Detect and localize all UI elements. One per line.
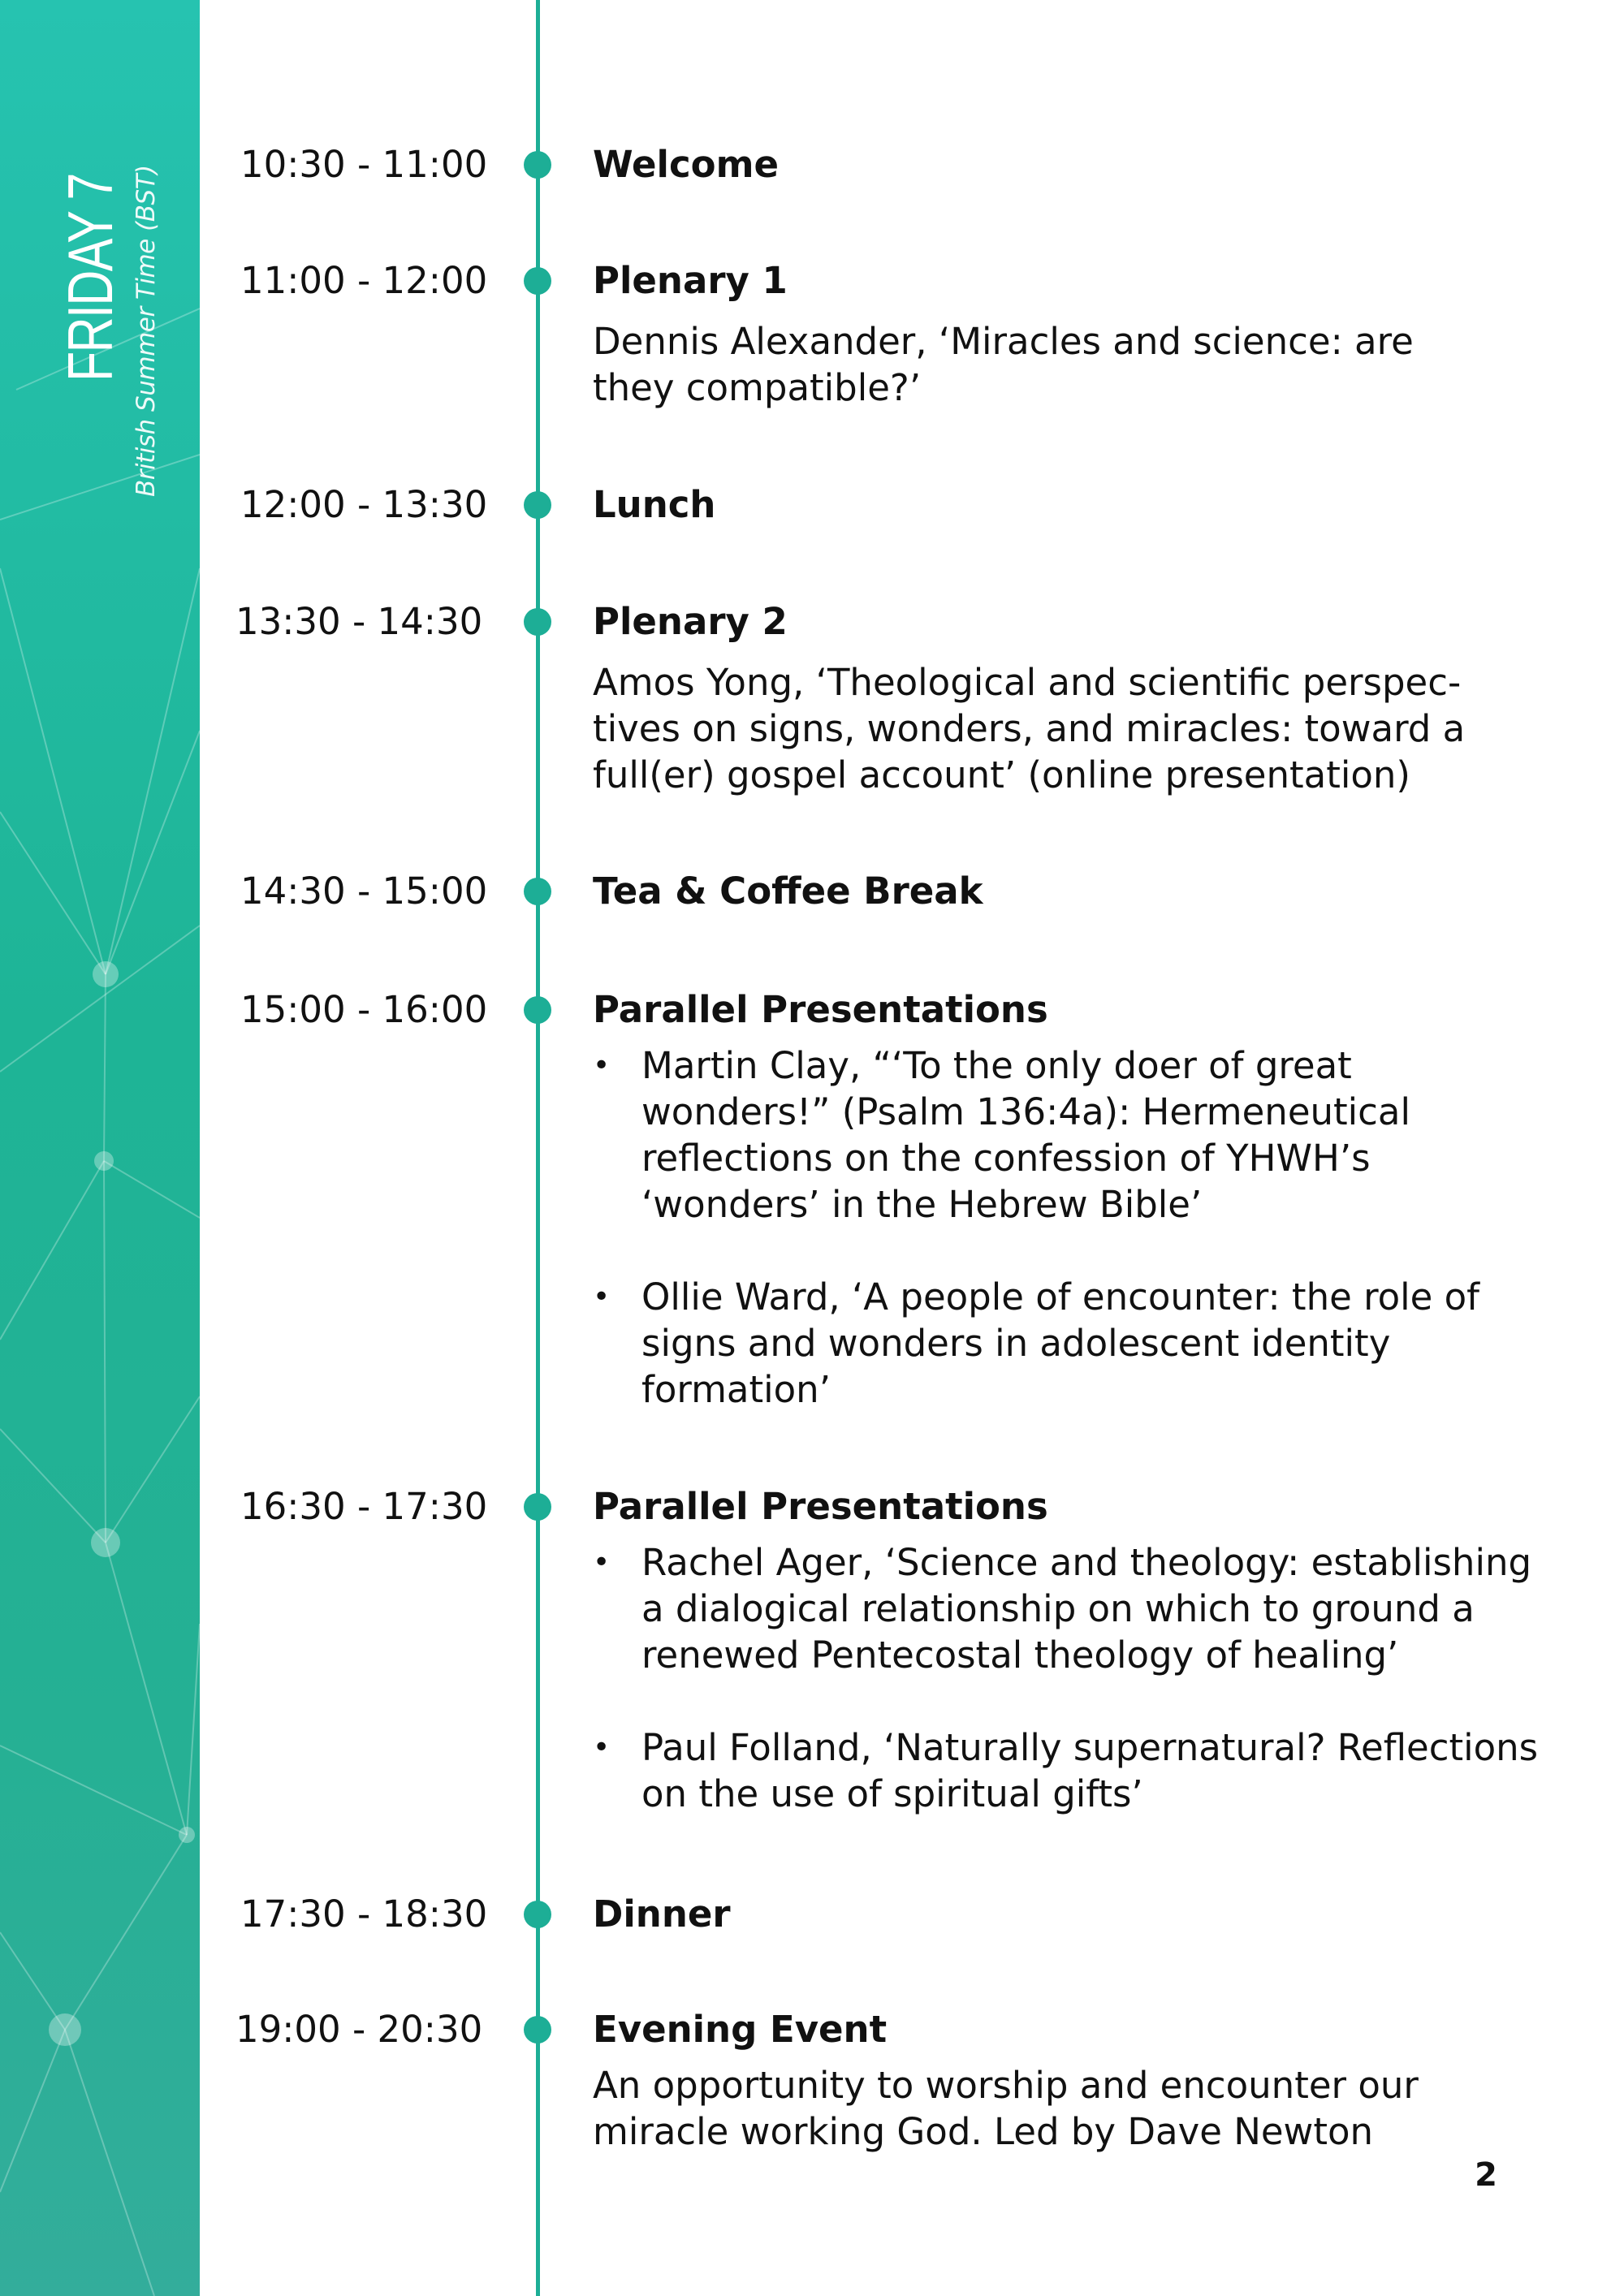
session-content (593, 869, 1543, 914)
timeline-dot (524, 878, 551, 905)
session-time: 10:30 - 11:00 (240, 143, 488, 186)
session-time: 11:00 - 12:00 (240, 259, 488, 302)
session-title: Dinner (593, 1892, 731, 1936)
talk-item (593, 1042, 1535, 1228)
talk-list (593, 1539, 1543, 1817)
talk-item (593, 1274, 1486, 1413)
timeline-line (536, 0, 540, 2296)
session-description: An opportunity to worship and encounter our miracle working God. Led by Dave Newton (593, 2064, 1419, 2153)
bullet-icon: • (593, 1731, 611, 1764)
session-content (593, 987, 1543, 1413)
talk-text: Martin Clay, “‘To the only doer of great wonders!” (Psalm 136:4a): Hermeneutical reflections on the confession of YHWH’s ‘wonders’ in the Hebrew Bible’ (641, 1044, 1410, 1226)
timeline-dot (524, 2016, 551, 2044)
session-time: 12:00 - 13:30 (240, 483, 488, 526)
timeline-dot (524, 1901, 551, 1928)
session-content (593, 142, 1543, 188)
session-title: Plenary 2 (593, 600, 788, 643)
session-time: 19:00 - 20:30 (235, 2008, 483, 2051)
session-time: 13:30 - 14:30 (235, 600, 483, 643)
timezone-label: British Summer Time (BST) (132, 165, 161, 497)
session-content (593, 258, 1543, 411)
session-title: Lunch (593, 483, 716, 526)
session-title: Parallel Presentations (593, 1485, 1048, 1528)
session-content (593, 482, 1543, 528)
session-description: Amos Yong, ‘Theological and scientific perspec-tives on signs, wonders, and miracles: toward a full(er) gospel account’ (online presentation) (593, 661, 1466, 796)
session-title: Plenary 1 (593, 259, 788, 302)
session-title: Evening Event (593, 2008, 888, 2051)
session-time: 16:30 - 17:30 (240, 1485, 488, 1528)
session-time: 17:30 - 18:30 (240, 1892, 488, 1936)
talk-item (593, 1539, 1535, 1678)
session-title: Tea & Coffee Break (593, 870, 983, 913)
talk-text: Rachel Ager, ‘Science and theology: establishing a dialogical relationship on which to ground a renewed Pentecostal theology of healing’ (641, 1541, 1532, 1677)
timeline-dot (524, 267, 551, 295)
bullet-icon: • (593, 1049, 611, 1082)
timeline-dot (524, 996, 551, 1024)
page-number: 2 (1475, 2156, 1497, 2194)
session-content (593, 599, 1543, 798)
day-sidebar (0, 0, 200, 2296)
timeline-dot (524, 608, 551, 636)
talk-list (593, 1042, 1543, 1413)
timeline-dot (524, 491, 551, 519)
bullet-icon: • (593, 1280, 611, 1314)
day-title: FRIDAY 7 (54, 174, 126, 382)
session-content (593, 1484, 1543, 1817)
talk-item (593, 1724, 1551, 1817)
session-content (593, 1892, 1543, 1937)
session-title: Parallel Presentations (593, 988, 1048, 1031)
talk-text: Paul Folland, ‘Naturally supernatural? Reflections on the use of spiritual gifts’ (641, 1726, 1539, 1815)
timeline-dot (524, 1493, 551, 1521)
bullet-icon: • (593, 1546, 611, 1579)
session-content (593, 2007, 1543, 2155)
session-time: 14:30 - 15:00 (240, 870, 488, 913)
talk-text: Ollie Ward, ‘A people of encounter: the role of signs and wonders in adolescent identity formation’ (641, 1275, 1479, 1411)
session-time: 15:00 - 16:00 (240, 988, 488, 1031)
session-title: Welcome (593, 143, 779, 186)
timeline-dot (524, 151, 551, 179)
session-description: Dennis Alexander, ‘Miracles and science: are they compatible?’ (593, 320, 1414, 409)
